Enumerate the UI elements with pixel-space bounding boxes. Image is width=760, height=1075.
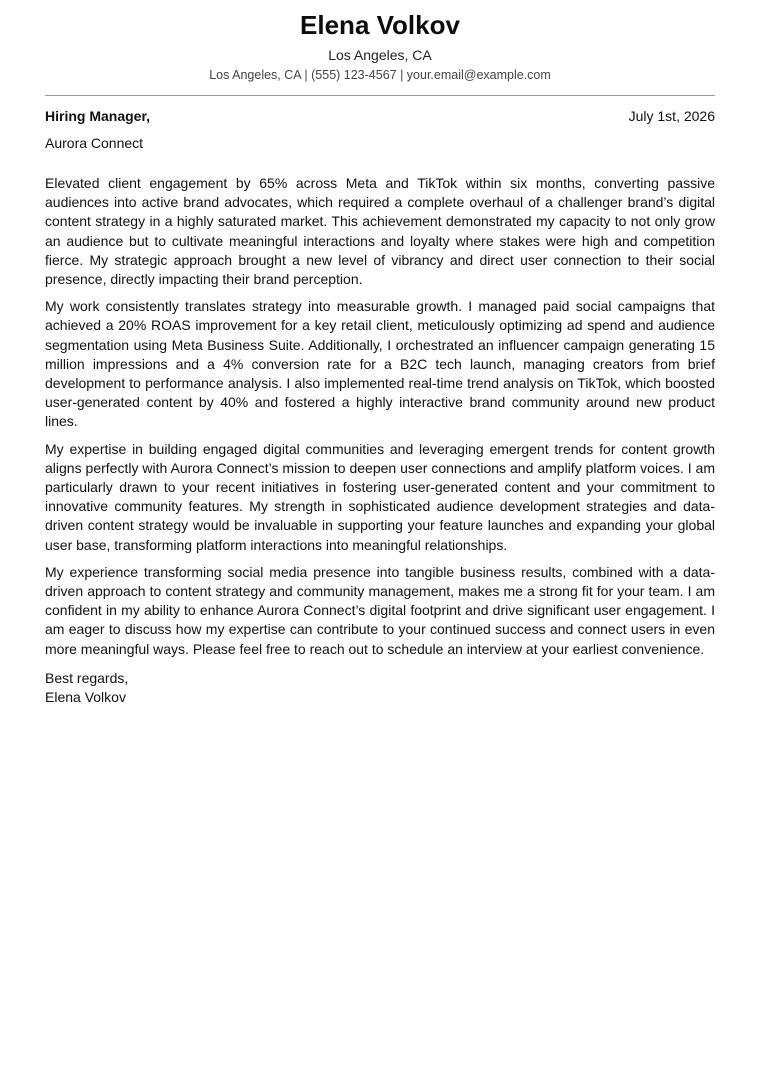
- recipient-salutation: Hiring Manager,: [45, 108, 151, 124]
- applicant-name: Elena Volkov: [300, 10, 460, 40]
- letter-closing: [45, 669, 715, 707]
- body-paragraph: My expertise in building engaged digital communities and leveraging emergent trends for content growth aligns perfectly with Aurora Connect’s mission to deepen user connections and amplify platform voices. I am particularly drawn to your recent initiatives in fostering user-generated content and your commitment to innovative community features. My strength in sophisticated audience development strategies and data-driven content strategy would be invaluable in supporting your feature launches and expanding your global user base, transforming platform interactions into meaningful relationships.: [45, 440, 715, 553]
- letter-date: July 1st, 2026: [628, 108, 715, 124]
- recipient-company: Aurora Connect: [45, 135, 144, 151]
- signature-name: Elena Volkov: [45, 689, 126, 706]
- body-paragraph: My work consistently translates strategy into measurable growth. I managed paid social campaigns that achieved a 20% ROAS improvement for a key retail client, meticulously optimizing ad spend and audience segmentation using Meta Business Suite. Additionally, I orchestrated an influencer campaign generating 15 million impressions and a 4% conversion rate for a B2C tech launch, managing creators from brief development to performance analysis. I also implemented real-time trend analysis on TikTok, which boosted user-generated content by 40% and fostered a highly interactive brand community around new product lines.: [45, 298, 715, 430]
- letter-body: [45, 174, 715, 659]
- header-divider: [45, 95, 715, 96]
- signoff: Best regards,: [45, 669, 129, 686]
- body-paragraph: My experience transforming social media presence into tangible business results, combined with a data-driven approach to content strategy and community management, makes me a strong fit for your team. I am confident in my ability to enhance Aurora Connect’s digital footprint and drive significant user engagement. I am eager to discuss how my expertise can contribute to your continued success and connect users in even more meaningful ways. Please feel free to reach out to schedule an interview at your earliest convenience.: [45, 563, 715, 657]
- recipient-date-row: [45, 106, 715, 126]
- contact-line: Los Angeles, CA | (555) 123-4567 | your.email@example.com: [209, 68, 551, 82]
- letter-header: [45, 0, 715, 84]
- applicant-city: Los Angeles, CA: [328, 47, 432, 63]
- body-paragraph: Elevated client engagement by 65% across Meta and TikTok within six months, converting passive audiences into active brand advocates, which required a complete overhaul of a challenger brand’s digital content strategy in a highly saturated market. This achievement demonstrated my capacity to not only grow an audience but to cultivate meaningful interactions and loyalty where stakes were high and competition fierce. My strategic approach brought a new level of vibrancy and direct user connection to their social presence, directly impacting their brand perception.: [45, 175, 715, 288]
